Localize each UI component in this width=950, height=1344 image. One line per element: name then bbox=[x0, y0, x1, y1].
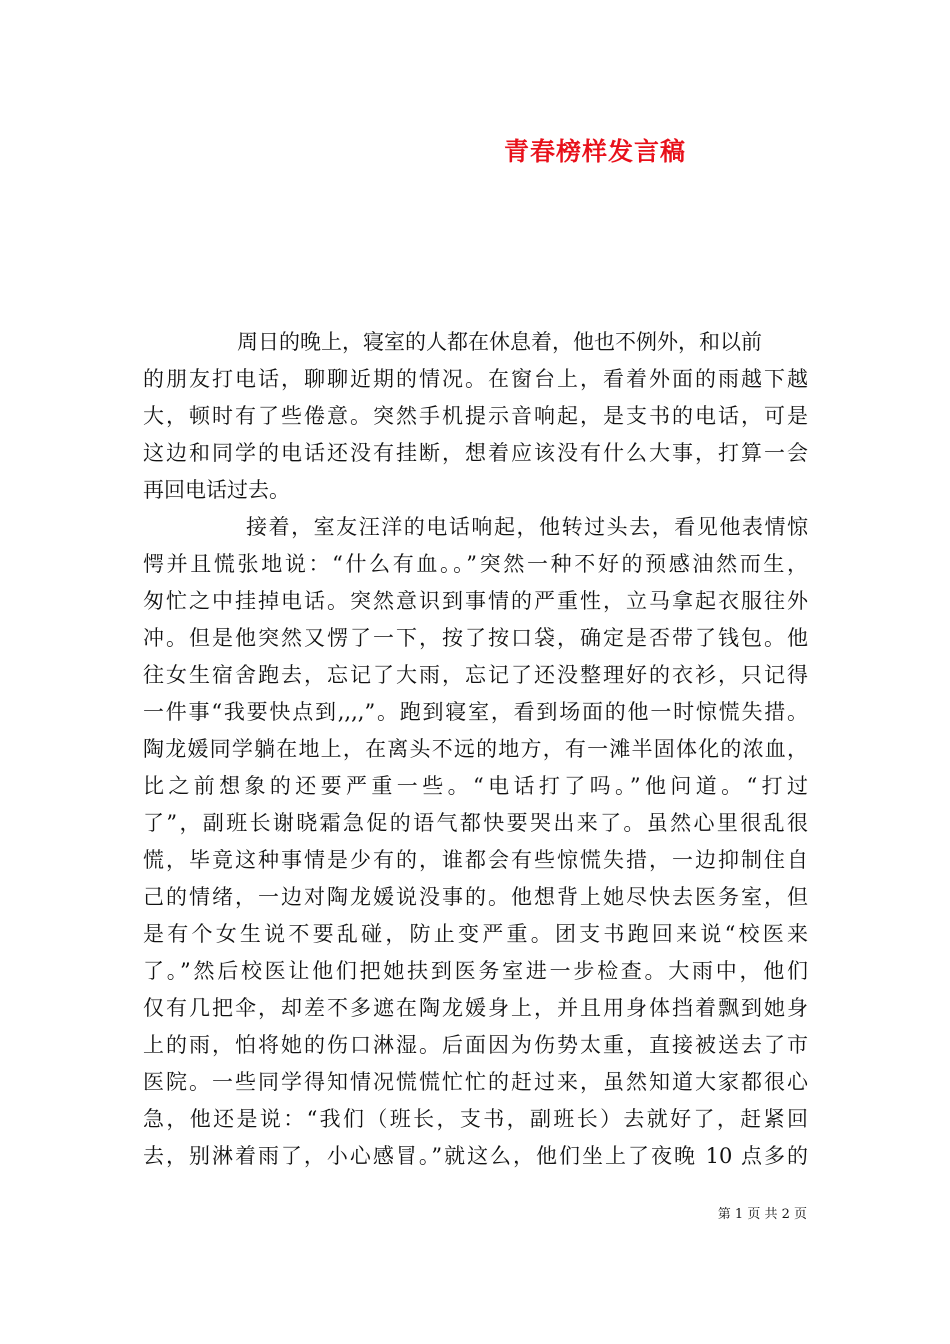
text-line: 仅有几把伞，却差不多遮在陶龙媛身上，并且用身体挡着飘到她身 bbox=[143, 996, 808, 1020]
page-title: 青春榜样发言稿 bbox=[503, 137, 686, 166]
text-line: 冲。但是他突然又愣了一下，按了按口袋，确定是否带了钱包。他 bbox=[143, 626, 808, 650]
text-line: 急，他还是说：“我们（班长，支书，副班长）去就好了，赶紧回 bbox=[143, 1107, 808, 1131]
text-line: 医院。一些同学得知情况慌慌忙忙的赶过来，虽然知道大家都很心 bbox=[143, 1070, 808, 1094]
text-line: 一件事“我要快点到,,,,”。跑到寝室，看到场面的他一时惊慌失措。 bbox=[143, 700, 808, 724]
text-line: 比之前想象的还要严重一些。“电话打了吗。”他问道。“打过 bbox=[143, 774, 808, 798]
text-line: 慌，毕竟这种事情是少有的，谁都会有些惊慌失措，一边抑制住自 bbox=[143, 848, 808, 872]
text-line: 陶龙媛同学躺在地上，在离头不远的地方，有一滩半固体化的浓血， bbox=[143, 737, 808, 761]
text-line: 接着，室友汪洋的电话响起，他转过头去，看见他表情惊 bbox=[246, 515, 808, 539]
text-line: 往女生宿舍跑去，忘记了大雨，忘记了还没整理好的衣衫，只记得 bbox=[143, 663, 808, 687]
text-line: 这边和同学的电话还没有挂断，想着应该没有什么大事，打算一会 bbox=[143, 441, 808, 465]
text-line: 己的情绪，一边对陶龙媛说没事的。他想背上她尽快去医务室，但 bbox=[143, 885, 808, 909]
text-line: 是有个女生说不要乱碰，防止变严重。团支书跑回来说“校医来 bbox=[143, 922, 808, 946]
text-line: 周日的晚上，寝室的人都在休息着，他也不例外，和以前 bbox=[237, 330, 762, 354]
text-line: 去，别淋着雨了，小心感冒。”就这么，他们坐上了夜晚 10 点多的 bbox=[143, 1144, 808, 1168]
text-line: 的朋友打电话，聊聊近期的情况。在窗台上，看着外面的雨越下越 bbox=[143, 367, 808, 391]
text-line: 了”，副班长谢晓霜急促的语气都快要哭出来了。虽然心里很乱很 bbox=[143, 811, 808, 835]
text-line: 愕并且慌张地说：“什么有血。。”突然一种不好的预感油然而生， bbox=[143, 552, 808, 576]
text-line: 了。”然后校医让他们把她扶到医务室进一步检查。大雨中，他们 bbox=[143, 959, 808, 983]
text-line: 匆忙之中挂掉电话。突然意识到事情的严重性，立马拿起衣服往外 bbox=[143, 589, 808, 613]
page-number: 第 1 页 共 2 页 bbox=[717, 1207, 807, 1222]
text-line: 上的雨，怕将她的伤口淋湿。后面因为伤势太重，直接被送去了市 bbox=[143, 1033, 808, 1057]
text-line: 大，顿时有了些倦意。突然手机提示音响起，是支书的电话，可是 bbox=[143, 404, 808, 428]
text-line: 再回电话过去。 bbox=[143, 478, 290, 502]
